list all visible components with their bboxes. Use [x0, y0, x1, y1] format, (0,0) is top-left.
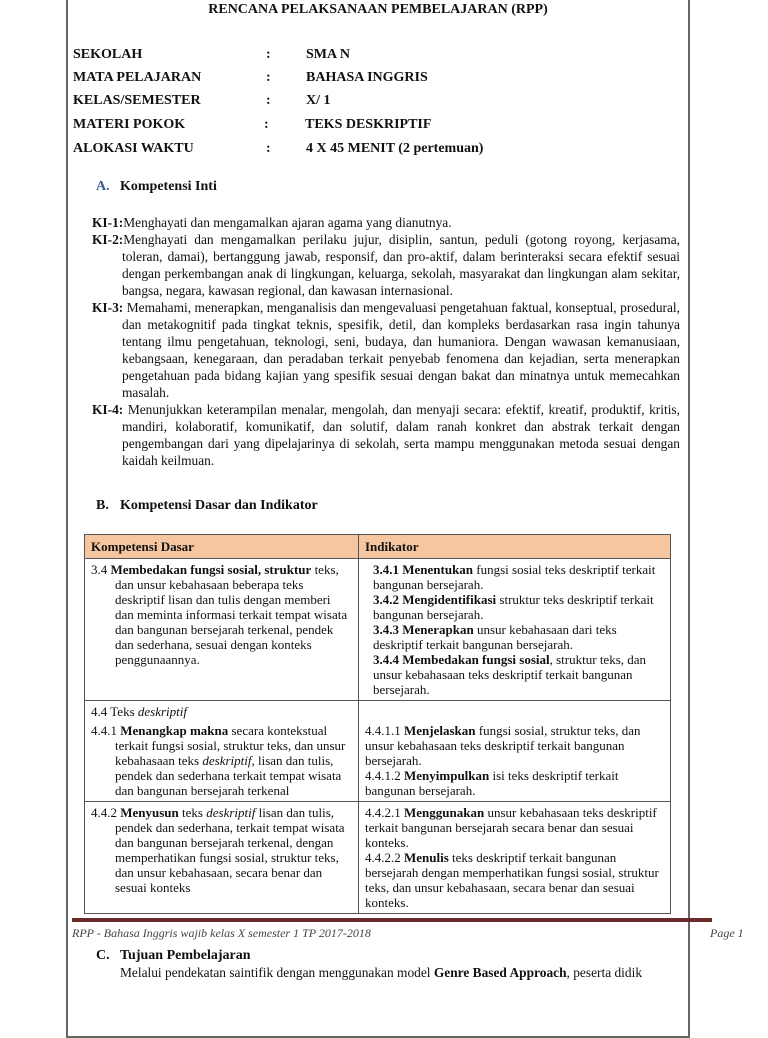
kd-number: 3.4 [91, 562, 108, 577]
ki-3 [92, 299, 680, 401]
indikator-cell [359, 701, 671, 802]
table-row [85, 802, 671, 914]
section-c-title: Tujuan Pembelajaran [120, 948, 251, 963]
colon: : [266, 70, 271, 85]
value-materi: TEKS DESKRIPTIF [305, 117, 432, 132]
section-b-heading [96, 497, 768, 514]
footer-text: RPP - Bahasa Inggris wajib kelas X semester 1 TP 2017-2018 [72, 926, 371, 940]
indikator-item: 4.4.2.1 Menggunakan unsur kebahasaan teks deskriptif terkait bangunan bersejarah secara benar dan sesuai konteks. [365, 805, 657, 850]
indikator-item: 3.4.3 Menerapkan unsur kebahasaan dari teks deskriptif terkait bangunan bersejarah. [373, 622, 617, 652]
indikator-cell [359, 802, 671, 914]
table-header [85, 535, 671, 559]
indikator-item: 3.4.4 Membedakan fungsi sosial, struktur teks, dan unsur kebahasaan teks deskriptif terkait bangunan bersejarah. [373, 652, 647, 697]
colon: : [266, 141, 271, 156]
table-row [85, 559, 671, 701]
kd-cell [85, 559, 359, 701]
indikator-item: 4.4.1.1 Menjelaskan fungsi sosial, struktur teks, dan unsur kebahasaan teks deskriptif terkait bangunan bersejarah. [365, 723, 641, 768]
value-kelas: X/ 1 [306, 93, 331, 108]
document-body [0, 214, 768, 981]
header-kompetensi-dasar: Kompetensi Dasar [85, 535, 359, 559]
label-kelas: KELAS/SEMESTER [73, 93, 201, 108]
value-mata-pelajaran: BAHASA INGGRIS [306, 70, 428, 85]
section-c-text: Melalui pendekatan saintifik dengan menggunakan model Genre Based Approach, peserta didik [120, 965, 643, 980]
page-number: Page 1 [710, 926, 744, 940]
indikator-item: 3.4.2 Mengidentifikasi struktur teks deskriptif terkait bangunan bersejarah. [373, 592, 654, 622]
ki-label: KI-3: [92, 300, 124, 315]
ki-text: Menghayati dan mengamalkan ajaran agama yang dianutnya. [123, 215, 452, 230]
footer-divider [72, 918, 712, 922]
ki-4 [92, 401, 680, 469]
section-b-title: Kompetensi Dasar dan Indikator [120, 498, 318, 513]
kd-text: 4.4.2 Menyusun teks deskriptif lisan dan tulis, pendek dan sederhana, terkait tempat wisata dan bangunan bersejarah terkenal, dengan memperhatikan fungsi sosial, struktur teks, dan unsur kebahasaan, secara benar dan sesuai konteks [91, 805, 345, 895]
kd-text: 4.4.1 Menangkap makna secara kontekstual terkait fungsi sosial, struktur teks, dan unsur kebahasaan teks deskriptif, lisan dan tulis, pendek dan sederhana terkait tempat wisata dan bangunan bersejarah terkenal [91, 723, 346, 798]
ki-text: Memahami, menerapkan, menganalisis dan mengevaluasi pengetahuan faktual, konseptual, prosedural, dan metakognitif pada tingkat teknis, spesifik, detil, dan kompleks berdasarkan rasa ingin tahunya tentang ilmu pengetahuan, teknologi, seni, budaya, dan humaniora. Dengan wawasan kemanusiaan, kebangsaan, kenegaraan, dan peradaban terkait penyebab fenomena dan kejadian, serta menerapkan pengetahuan pada bidang kajian yang spesifik sesuai dengan bakat dan minatnya untuk memecahkan masalah. [122, 300, 680, 400]
colon: : [266, 93, 271, 108]
kd-verb: Membedakan fungsi sosial, struktur [110, 562, 312, 577]
ki-text: Menghayati dan mengamalkan perilaku jujur, disiplin, santun, peduli (gotong royong, kerjasama, toleran, damai), bertanggung jawab, responsif, dan pro-aktif, dalam berinteraksi secara efektif sesuai dengan perkembangan anak di lingkungan, keluarga, sekolah, masyarakat dan lingkungan alam sekitar, bangsa, negara, kawasan regional, dan kawasan internasional. [122, 232, 680, 298]
ki-label: KI-2: [92, 232, 124, 247]
label-materi: MATERI POKOK [73, 117, 186, 132]
document-title: RENCANA PELAKSANAAN PEMBELAJARAN (RPP) [208, 2, 548, 17]
kd-heading: 4.4 Teks deskriptif [91, 704, 187, 719]
ki-2 [92, 231, 680, 299]
section-a-letter: A. [96, 179, 110, 194]
indikator-item: 4.4.1.2 Menyimpulkan isi teks deskriptif terkait bangunan bersejarah. [365, 768, 619, 798]
ki-1 [92, 214, 680, 231]
colon: : [264, 117, 269, 132]
table-row [85, 701, 671, 802]
value-sekolah: SMA N [306, 47, 350, 62]
colon: : [266, 47, 271, 62]
section-b-letter: B. [96, 498, 109, 513]
ki-label: KI-1: [92, 215, 124, 230]
indikator-cell [359, 559, 671, 701]
label-mata-pelajaran: MATA PELAJARAN [73, 70, 202, 85]
kd-cell [85, 701, 359, 802]
indikator-item: 3.4.1 Menentukan fungsi sosial teks deskriptif terkait bangunan bersejarah. [373, 562, 656, 592]
page-footer [0, 925, 768, 941]
label-alokasi: ALOKASI WAKTU [73, 141, 194, 156]
section-a-title: Kompetensi Inti [120, 179, 217, 194]
section-c-letter: C. [96, 948, 110, 963]
ki-label: KI-4: [92, 402, 124, 417]
ki-text: Menunjukkan keterampilan menalar, mengolah, dan menyaji secara: efektif, kreatif, produktif, kritis, mandiri, kolaboratif, komunikatif, dan solutif, dalam ranah konkret dan abstrak terkait dengan pengembangan dari yang dipelajarinya di sekolah, serta mampu menggunakan metoda sesuai dengan kaidah keilmuan. [122, 402, 680, 468]
kd-cell [85, 802, 359, 914]
indikator-item: 4.4.2.2 Menulis teks deskriptif terkait bangunan bersejarah dengan memperhatikan fungsi sosial, struktur teks, dan unsur kebahasaan, secara benar dan sesuai konteks. [365, 850, 659, 910]
section-c-heading [96, 947, 768, 964]
kd-indikator-table [84, 534, 671, 914]
header-indikator: Indikator [359, 535, 671, 559]
value-alokasi: 4 X 45 MENIT (2 pertemuan) [306, 141, 484, 156]
label-sekolah: SEKOLAH [73, 47, 143, 62]
kd-text: teks, dan unsur kebahasaan beberapa teks deskriptif lisan dan tulis dengan memberi dan meminta informasi terkait tempat wisata dan bangunan bersejarah terkenal, pendek dan sederhana, sesuai dengan konteks penggunaannya. [115, 562, 348, 667]
